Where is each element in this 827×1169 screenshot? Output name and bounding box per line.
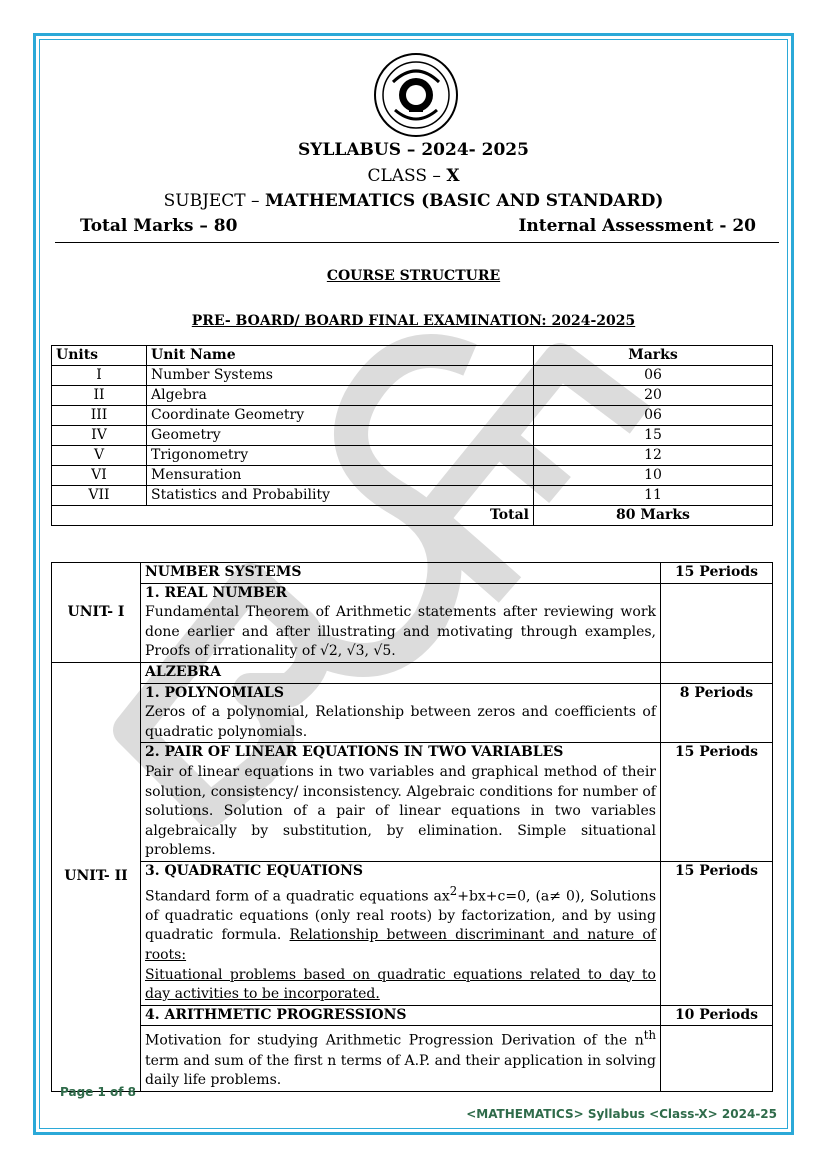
header-divider [55, 242, 779, 243]
total-row [52, 506, 773, 526]
empty-cell [661, 1026, 773, 1091]
desc-part: +bx+c=0, (a≠ 0), Solutions of quadratic equations (only real roots) by factorization, and by using quadratic formula. [145, 888, 657, 944]
topic-periods: 15 Periods [661, 743, 773, 862]
unit-cell: III [52, 406, 147, 426]
topic-polynomials [141, 683, 661, 743]
marks-cell: 10 [534, 466, 773, 486]
desc-part: term and sum of the first n terms of A.P. and their application in solving daily life problems. [145, 1052, 656, 1089]
table-row [52, 743, 773, 862]
syllabus-detail-table [51, 562, 773, 1092]
unit-name-cell: Mensuration [147, 466, 534, 486]
unit-1-subtitle: 1. REAL NUMBER [145, 584, 288, 601]
topic-title: 1. POLYNOMIALS [145, 684, 285, 701]
unit-cell: V [52, 446, 147, 466]
superscript: th [643, 1028, 656, 1043]
table-row [52, 662, 773, 683]
unit-cell: I [52, 366, 147, 386]
topic-periods: 10 Periods [661, 1005, 773, 1026]
unit-1-periods: 15 Periods [661, 563, 773, 584]
class-prefix: CLASS – [367, 166, 447, 186]
marks-cell: 06 [534, 406, 773, 426]
unit-name-cell: Algebra [147, 386, 534, 406]
table-row [52, 426, 773, 446]
unit-cell: VII [52, 486, 147, 506]
marks-cell: 12 [534, 446, 773, 466]
subject-prefix: SUBJECT – [163, 191, 265, 211]
topic-ap-title: 4. ARITHMETIC PROGRESSIONS [141, 1005, 661, 1026]
unit-name-cell: Geometry [147, 426, 534, 446]
table-row [52, 486, 773, 506]
table-row [52, 683, 773, 743]
topic-periods: 15 Periods [661, 861, 773, 1005]
board-seal-logo [373, 52, 459, 138]
table-row [52, 583, 773, 662]
unit-cell: II [52, 386, 147, 406]
subject-line [0, 191, 827, 211]
unit-name-cell: Coordinate Geometry [147, 406, 534, 426]
table-row [52, 861, 773, 1005]
col-header-marks: Marks [534, 346, 773, 366]
page-number: Page 1 of 8 [60, 1085, 136, 1099]
table-row [52, 1005, 773, 1026]
unit-1-label: UNIT- I [52, 563, 141, 663]
topic-description: Pair of linear equations in two variables and graphical method of their solution, consistency/ inconsistency. Algebraic conditions for number of solutions. Solution of a pair of linear equations in two variables algebraically by substitution, by elimination. Simple situational problems. [145, 763, 656, 859]
col-header-units: Units [52, 346, 147, 366]
topic-title: 3. QUADRATIC EQUATIONS [145, 862, 363, 879]
unit-1-content [141, 583, 661, 662]
table-row [52, 386, 773, 406]
desc-part: Motivation for studying Arithmetic Progression Derivation of the n [145, 1032, 644, 1049]
unit-name-cell: Trigonometry [147, 446, 534, 466]
marks-table-header [52, 346, 773, 366]
superscript: 2 [449, 883, 458, 898]
empty-cell [661, 583, 773, 662]
footer-title: <MATHEMATICS> Syllabus <Class-X> 2024-25 [466, 1107, 777, 1121]
total-value: 80 Marks [534, 506, 773, 526]
unit-1-title: NUMBER SYSTEMS [141, 563, 661, 584]
col-header-unit-name: Unit Name [147, 346, 534, 366]
subject-value: MATHEMATICS (BASIC AND STANDARD) [264, 191, 664, 211]
unit-2-title: ALZEBRA [141, 662, 661, 683]
class-value: X [446, 166, 460, 186]
underlined-text: Situational problems based on quadratic equations related to day to day activities to be incorporated. [145, 966, 656, 1003]
unit-1-description: Fundamental Theorem of Arithmetic statements after reviewing work done earlier and after illustrating and motivating through examples, Proofs of irrationality of √2, √3, √5. [145, 604, 656, 660]
table-row [52, 406, 773, 426]
table-row [52, 366, 773, 386]
total-label: Total [52, 506, 534, 526]
topic-description [145, 882, 656, 1005]
internal-assessment: Internal Assessment - 20 [518, 216, 756, 236]
class-line [0, 166, 827, 186]
marks-table [51, 345, 773, 526]
topic-ap-description [141, 1026, 661, 1091]
unit-2-label: UNIT- II [52, 662, 141, 1091]
table-row [52, 466, 773, 486]
exam-heading: PRE- BOARD/ BOARD FINAL EXAMINATION: 2024-2025 [191, 313, 636, 329]
marks-cell: 15 [534, 426, 773, 446]
marks-cell: 06 [534, 366, 773, 386]
unit-name-cell: Statistics and Probability [147, 486, 534, 506]
table-row [52, 1026, 773, 1091]
unit-cell: VI [52, 466, 147, 486]
desc-part: Standard form of a quadratic equations ax [145, 888, 450, 905]
topic-periods: 8 Periods [661, 683, 773, 743]
total-marks: Total Marks – 80 [80, 216, 238, 236]
table-row [52, 446, 773, 466]
marks-cell: 20 [534, 386, 773, 406]
table-row [52, 563, 773, 584]
syllabus-title: SYLLABUS – 2024- 2025 [298, 140, 529, 160]
underlined-text: Relationship between discriminant and nature of roots: [145, 927, 656, 963]
topic-linear-equations [141, 743, 661, 862]
empty-cell [661, 662, 773, 683]
marks-cell: 11 [534, 486, 773, 506]
unit-cell: IV [52, 426, 147, 446]
unit-name-cell: Number Systems [147, 366, 534, 386]
topic-description: Zeros of a polynomial, Relationship between zeros and coefficients of quadratic polynomials. [145, 704, 656, 740]
topic-title: 2. PAIR OF LINEAR EQUATIONS IN TWO VARIABLES [145, 744, 564, 761]
course-structure-heading: COURSE STRUCTURE [326, 268, 501, 284]
topic-quadratic-equations [141, 861, 661, 1005]
